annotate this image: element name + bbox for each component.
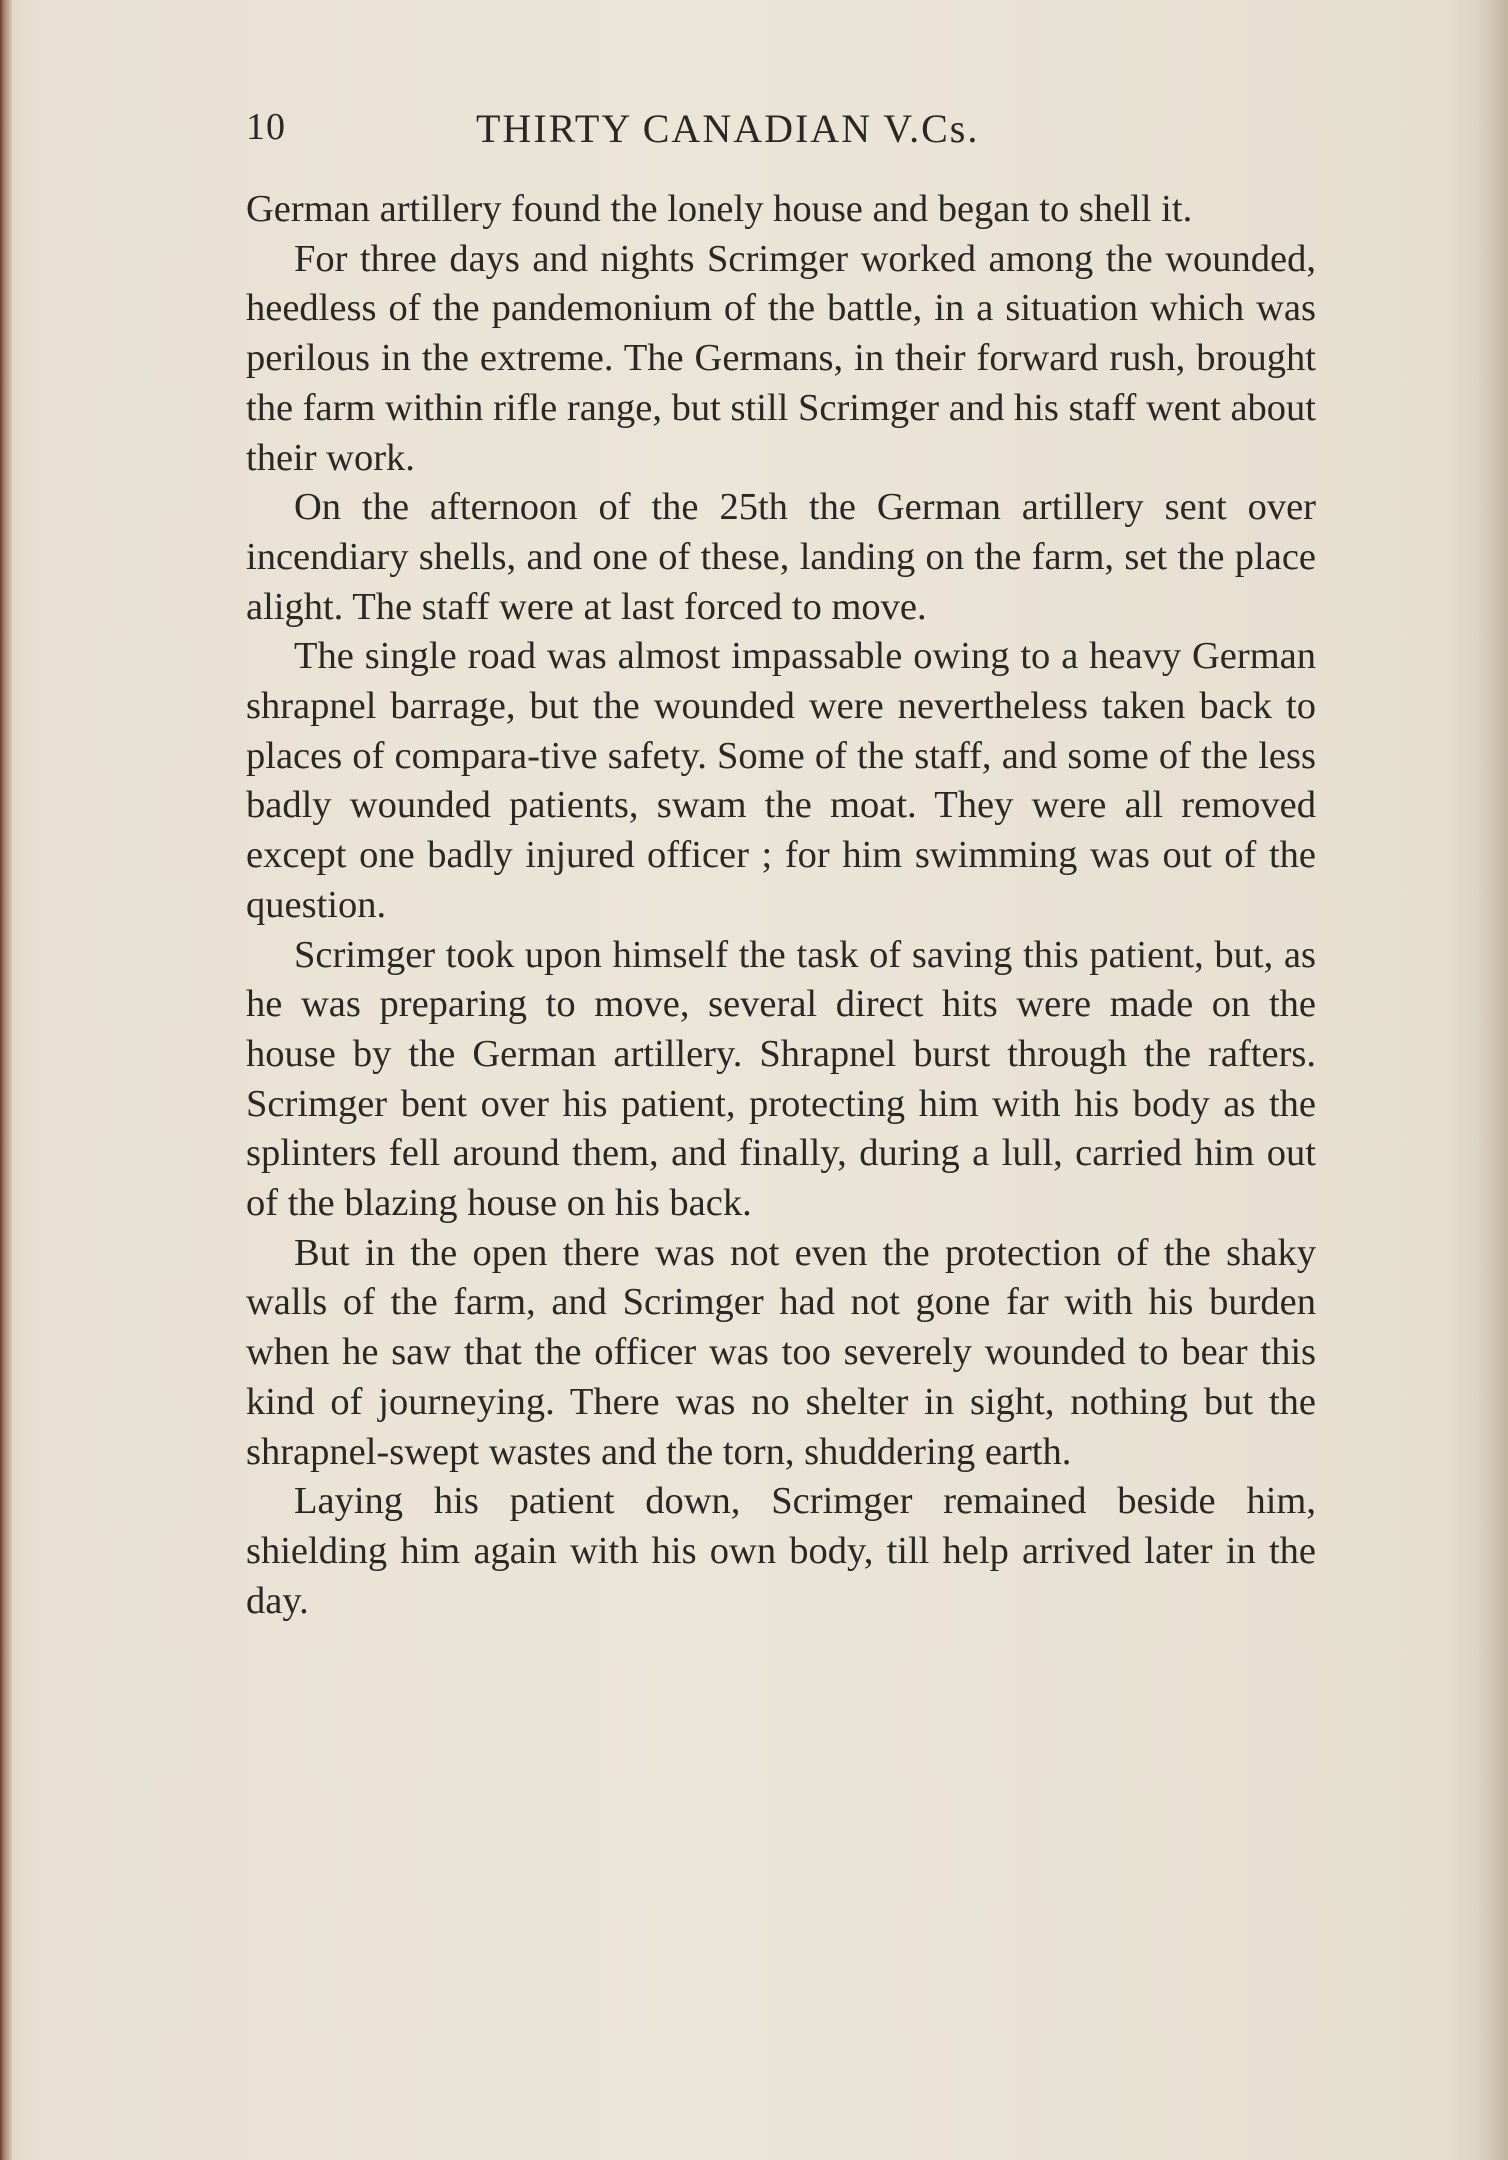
running-title: THIRTY CANADIAN V.Cs. — [476, 106, 980, 151]
paragraph: On the afternoon of the 25th the German artillery sent over incendiary shells, and one of these, landing on the farm, set the place alight. The staff were at last forced to move. — [246, 486, 1316, 628]
paragraph: But in the open there was not even the protection of the shaky walls of the farm, and Scrimger had not gone far with his burden when he saw that the officer was too severely wounded to bear this kind of journeying. There was no shelter in sight, nothing but the shrapnel-swept wastes and the torn, shuddering earth. — [246, 1231, 1316, 1473]
paragraph: German artillery found the lonely house and began to shell it. — [246, 188, 1193, 230]
paragraph: Scrimger took upon himself the task of saving this patient, but, as he was preparing to move, several direct hits were made on the house by the German artillery. Shrapnel burst through the rafters. Scrimger bent over his patient, protecting him with his body as the splinters fell around them, and finally, during a lull, carried him out of the blazing house on his back. — [246, 933, 1316, 1225]
paragraph: Laying his patient down, Scrimger remained beside him, shielding him again with his own body, till help arrived later in the day. — [246, 1480, 1316, 1622]
page-number: 10 — [246, 106, 286, 148]
page-edge-shadow — [1478, 0, 1508, 2160]
body-text — [246, 185, 1316, 1626]
page-header — [246, 105, 1076, 165]
paragraph: For three days and nights Scrimger worked among the wounded, heedless of the pandemonium of the battle, in a situation which was perilous in the extreme. The Germans, in their forward rush, brought the farm within rifle range, but still Scrimger and his staff went about their work. — [246, 237, 1316, 479]
book-spine-edge — [0, 0, 12, 2160]
paragraph: The single road was almost impassable owing to a heavy German shrapnel barrage, but the wounded were nevertheless taken back to places of compara-tive safety. Some of the staff, and some of the less badly wounded patients, swam the moat. They were all removed except one badly injured officer ; for him swimming was out of the question. — [246, 635, 1316, 926]
